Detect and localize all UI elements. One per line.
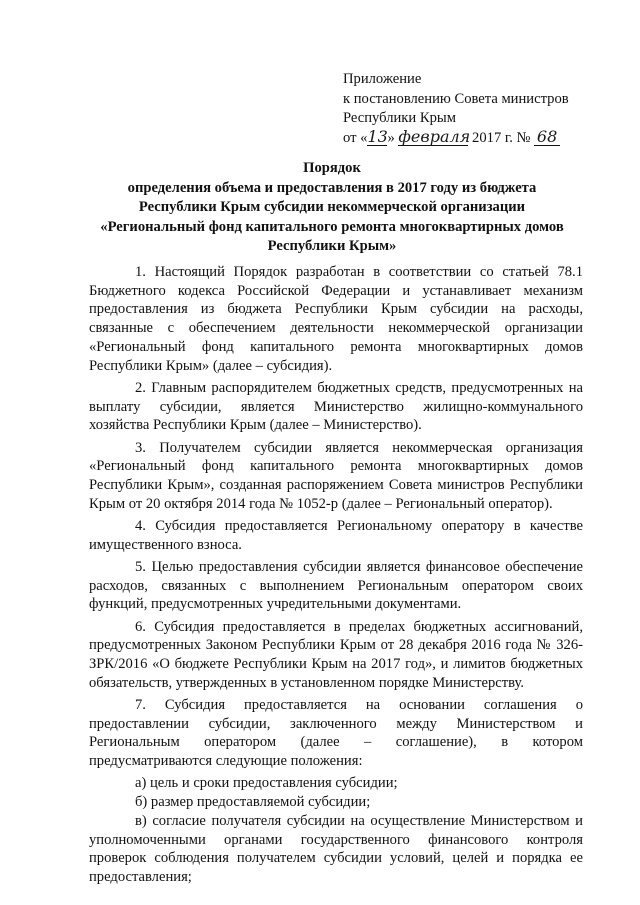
appendix-header xyxy=(343,70,633,148)
paragraph-1: 1. Настоящий Порядок разработан в соответствии со статьей 78.1 Бюджетного кодекса Российской Федерации и устанавливает механизм предоставления из бюджета Республики Крым субсидии на расходы, связанные с обеспечением деятельности некоммерческой организации «Региональный фонд капитального ремонта многоквартирных домов Республики Крым» (далее – субсидия). xyxy=(89,264,583,374)
title-line-1: Порядок xyxy=(303,160,361,176)
title-line-5: Республики Крым» xyxy=(267,238,397,254)
subitem-a: а) цель и сроки предоставления субсидии; xyxy=(135,775,398,792)
title-line-4: «Региональный фонд капитального ремонта многоквартирных домов xyxy=(100,218,564,235)
date-prefix: от « xyxy=(343,129,368,146)
subitem-v: в) согласие получателя субсидии на осуществление Министерством и уполномоченными органами государственного финансового контроля проверок соблюдения получателем субсидии условий, целей и порядка ее предоставления; xyxy=(89,812,583,885)
paragraph-2: 2. Главным распорядителем бюджетных средств, предусмотренных на выплату субсидии, является Министерство жилищно-коммунального хозяйства Республики Крым (далее – Министерство). xyxy=(89,379,583,434)
document-title xyxy=(84,159,580,257)
paragraph-6: 6. Субсидия предоставляется в пределах бюджетных ассигнований, предусмотренных Законом Республики Крым от 28 декабря 2016 года № 326-ЗРК/2016 «О бюджете Республики Крым на 2017 год», и лимитов бюджетных обязательств, утвержденных в установленном порядке Министерству. xyxy=(89,618,583,691)
date-year: 2017 г. № xyxy=(472,129,531,146)
title-line-2: определения объема и предоставления в 2017 году из бюджета xyxy=(127,179,537,196)
appendix-resolution: к постановлению Совета министров xyxy=(343,90,569,107)
paragraph-4: 4. Субсидия предоставляется Региональному оператору в качестве имущественного взноса. xyxy=(89,517,583,553)
paragraph-7: 7. Субсидия предоставляется на основании соглашения о предоставлении субсидии, заключенного между Министерством и Региональным оператором (далее – соглашение), в котором предусматриваются следующие положения: xyxy=(89,697,583,770)
appendix-republic: Республики Крым xyxy=(343,110,456,126)
paragraph-3: 3. Получателем субсидии является некоммерческая организация «Региональный фонд капитального ремонта многоквартирных домов Республики Крым», созданная распоряжением Совета министров Республики Крым от 20 октября 2014 года № 1052-р (далее – Региональный оператор). xyxy=(89,439,583,512)
paragraph-5: 5. Целью предоставления субсидии является финансовое обеспечение расходов, связанных с выполнением Региональным оператором своих функций, предусмотренных учредительными документами. xyxy=(89,558,583,613)
handwritten-day: 13 xyxy=(367,126,388,146)
appendix-date-line xyxy=(343,126,633,149)
appendix-label: Приложение xyxy=(343,71,422,87)
document-body xyxy=(89,263,583,890)
handwritten-number: 68 xyxy=(534,129,560,146)
subitem-b: б) размер предоставляемой субсидии; xyxy=(135,794,371,811)
date-close-quote: » xyxy=(387,129,395,146)
title-line-3: Республики Крым субсидии некоммерческой организации xyxy=(138,199,526,215)
handwritten-month: февраля xyxy=(398,126,471,146)
